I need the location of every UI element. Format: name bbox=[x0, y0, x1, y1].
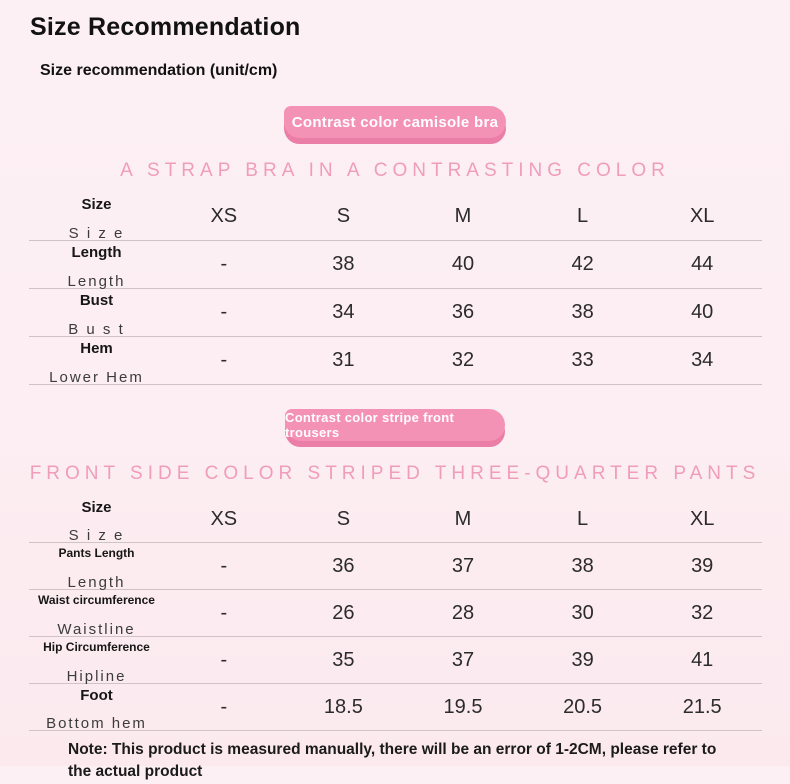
cell-value: 38 bbox=[332, 253, 355, 275]
cell-value: 35 bbox=[332, 648, 355, 671]
section-heading-trousers: FRONT SIDE COLOR STRIPED THREE-QUARTER PANTS bbox=[29, 463, 761, 484]
banner-face bbox=[284, 106, 506, 138]
cell-value: 30 bbox=[571, 601, 594, 624]
cell-value: - bbox=[220, 301, 228, 323]
cell-value: 39 bbox=[571, 648, 594, 671]
cell-value: 32 bbox=[451, 349, 475, 371]
cell-value: 42 bbox=[571, 253, 594, 275]
section-banner-trousers bbox=[285, 409, 505, 447]
row-label: Hem bbox=[80, 340, 113, 357]
size-table-trousers bbox=[29, 496, 762, 731]
cell-value: M bbox=[454, 205, 472, 227]
table-row bbox=[29, 496, 762, 543]
size-table-bra bbox=[29, 193, 762, 385]
row-label: Pants Length bbox=[58, 546, 135, 560]
cell-value: XS bbox=[210, 205, 238, 227]
cell-value: 36 bbox=[451, 301, 475, 323]
row-label-cell bbox=[29, 590, 164, 639]
row-label-cell bbox=[29, 289, 164, 339]
page-title: Size Recommendation bbox=[30, 13, 301, 41]
cell-value: 37 bbox=[451, 554, 475, 577]
row-label-cell bbox=[29, 543, 164, 592]
row-label: Size bbox=[81, 196, 112, 213]
row-label: Bust bbox=[79, 292, 114, 309]
cell-value: 33 bbox=[571, 349, 594, 371]
row-sublabel: S i z e bbox=[68, 225, 125, 243]
cell-value: 44 bbox=[691, 253, 714, 275]
cell-value: - bbox=[220, 648, 228, 671]
cell-value: 36 bbox=[332, 554, 355, 577]
row-sublabel: B u s t bbox=[68, 321, 125, 339]
row-label-cell bbox=[29, 496, 164, 545]
cell-value: 28 bbox=[451, 601, 475, 624]
cell-value: 21.5 bbox=[682, 695, 722, 718]
cell-value: 34 bbox=[691, 349, 714, 371]
cell-value: 40 bbox=[691, 301, 714, 323]
row-label-cell bbox=[29, 193, 164, 243]
row-sublabel: Hipline bbox=[66, 668, 127, 686]
cell-value: - bbox=[220, 349, 228, 371]
table-row bbox=[29, 337, 762, 385]
cell-value: XL bbox=[689, 205, 715, 227]
table-row bbox=[29, 543, 762, 590]
cell-value: S bbox=[336, 507, 351, 530]
cell-value: L bbox=[577, 507, 589, 530]
banner-face bbox=[285, 409, 505, 441]
row-sublabel: Bottom hem bbox=[46, 715, 147, 733]
cell-value: L bbox=[577, 205, 589, 227]
row-label: Length bbox=[71, 244, 122, 261]
row-label: Foot bbox=[80, 687, 113, 704]
row-sublabel: Lower Hem bbox=[49, 369, 144, 387]
row-sublabel: Length bbox=[67, 574, 126, 592]
cell-value: 41 bbox=[691, 648, 714, 671]
row-label-cell bbox=[29, 637, 164, 686]
cell-value: 31 bbox=[332, 349, 355, 371]
row-label-cell bbox=[29, 337, 164, 387]
cell-value: XL bbox=[689, 507, 715, 530]
cell-value: 20.5 bbox=[563, 695, 603, 718]
cell-value: 40 bbox=[451, 253, 475, 275]
row-label-cell bbox=[29, 241, 164, 291]
row-sublabel: S i z e bbox=[68, 527, 125, 545]
cell-value: - bbox=[220, 253, 228, 275]
cell-value: 37 bbox=[451, 648, 475, 671]
table-row bbox=[29, 637, 762, 684]
table-row bbox=[29, 590, 762, 637]
row-label: Hip Circumference bbox=[43, 640, 150, 654]
table-row bbox=[29, 241, 762, 289]
banner-label: Contrast color camisole bra bbox=[291, 113, 499, 131]
cell-value: 18.5 bbox=[323, 695, 363, 718]
cell-value: XS bbox=[210, 507, 238, 530]
table-row bbox=[29, 289, 762, 337]
cell-value: 26 bbox=[332, 601, 355, 624]
row-label: Size bbox=[81, 499, 112, 516]
cell-value: - bbox=[220, 554, 228, 577]
cell-value: 38 bbox=[571, 301, 594, 323]
banner-label: Contrast color stripe front trousers bbox=[285, 410, 455, 440]
cell-value: - bbox=[220, 601, 228, 624]
cell-value: M bbox=[454, 507, 472, 530]
cell-value: S bbox=[336, 205, 351, 227]
table-row bbox=[29, 193, 762, 241]
section-heading-bra: A STRAP BRA IN A CONTRASTING COLOR bbox=[120, 160, 670, 181]
table-row bbox=[29, 684, 762, 731]
cell-value: 32 bbox=[691, 601, 714, 624]
cell-value: 34 bbox=[332, 301, 355, 323]
row-sublabel: Length bbox=[67, 273, 126, 291]
section-banner-bra bbox=[284, 106, 506, 144]
row-sublabel: Waistline bbox=[57, 621, 136, 639]
cell-value: 39 bbox=[691, 554, 714, 577]
cell-value: 38 bbox=[571, 554, 594, 577]
row-label: Waist circumference bbox=[38, 593, 155, 607]
note-text: Note: This product is measured manually, there will be an error of 1-2CM, please refer to the actual product bbox=[68, 741, 717, 781]
row-label-cell bbox=[29, 684, 164, 733]
cell-value: 19.5 bbox=[443, 695, 483, 718]
cell-value: - bbox=[220, 695, 228, 718]
page-subtitle: Size recommendation (unit/cm) bbox=[40, 62, 278, 79]
